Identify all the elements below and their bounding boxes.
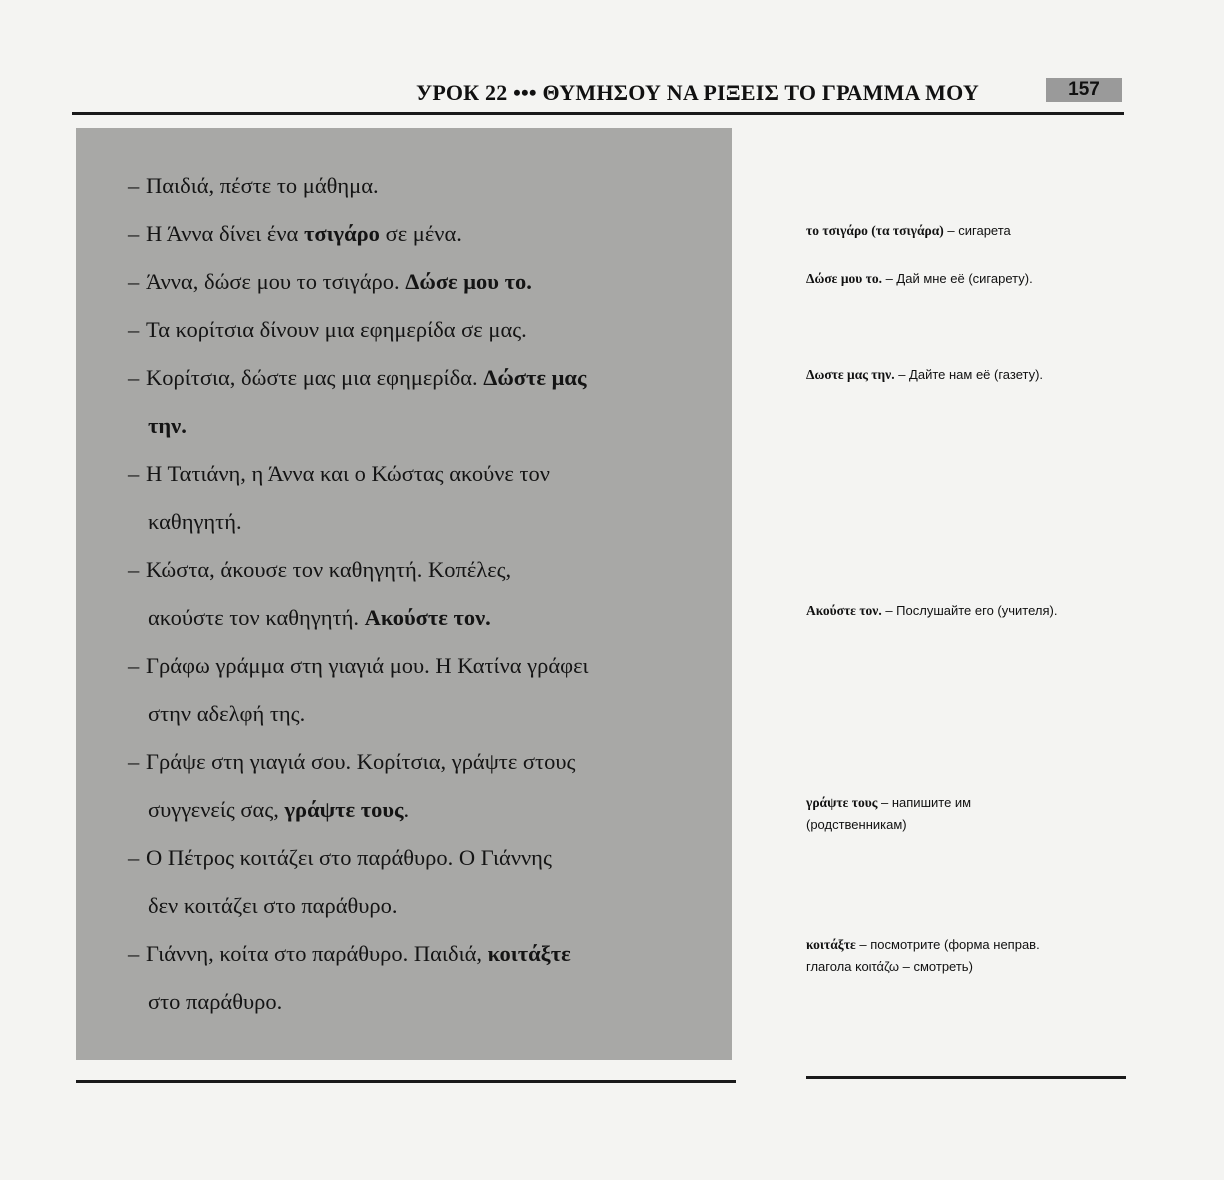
bold-phrase: Δώστε μας xyxy=(483,365,587,390)
footer-rule-right xyxy=(806,1076,1126,1079)
text-segment: δεν κοιτάζει στο παράθυρο. xyxy=(148,893,398,918)
dialogue-dash: – xyxy=(128,749,140,774)
text-segment: καθηγητή. xyxy=(148,509,242,534)
dialogue-dash: – xyxy=(128,173,140,198)
bold-phrase: τσιγάρο xyxy=(303,221,380,246)
dialogue-text xyxy=(146,268,532,296)
dialogue-text xyxy=(148,892,398,920)
gloss-entry xyxy=(806,364,1126,386)
text-segment: ακούστε τον καθηγητή. xyxy=(148,605,365,630)
text-segment: . xyxy=(403,797,410,822)
dialogue-text xyxy=(146,844,552,872)
gloss-translation: – напишите им xyxy=(877,795,972,810)
gloss-greek: Ακούστε τον. xyxy=(806,603,882,618)
dialogue-text xyxy=(146,940,571,968)
text-segment: Κορίτσια, δώστε μας μια εφημερίδα. xyxy=(146,365,484,390)
page-number: 157 xyxy=(1046,78,1122,102)
bold-phrase: Ακούστε τον. xyxy=(364,605,491,630)
gloss-entry xyxy=(806,792,1126,836)
bold-phrase: Δώσε μου το. xyxy=(405,269,532,294)
gloss-translation: – сигарета xyxy=(943,223,1011,238)
gloss-entry xyxy=(806,268,1126,290)
text-segment: Η Άννα δίνει ένα xyxy=(146,221,304,246)
bold-phrase: γράψτε τους xyxy=(284,797,404,822)
text-segment: Κώστα, άκουσε τον καθηγητή. Κοπέλες, xyxy=(146,557,512,582)
header-rule xyxy=(72,112,1124,115)
text-segment: συγγενείς σας, xyxy=(148,797,285,822)
dialogue-dash: – xyxy=(128,317,140,342)
gloss-entry xyxy=(806,600,1126,622)
text-segment: Η Τατιάνη, η Άννα και ο Κώστας ακούνε τον xyxy=(146,461,550,486)
gloss-greek: το τσιγάρο (τα τσιγάρα) xyxy=(806,223,944,238)
gloss-translation: – Послушайте его (учителя). xyxy=(881,603,1058,618)
text-segment: στην αδελφή της. xyxy=(148,701,306,726)
text-segment: Τα κορίτσια δίνουν μια εφημερίδα σε μας. xyxy=(146,317,527,342)
text-segment: Ο Πέτρος κοιτάζει στο παράθυρο. Ο Γιάννης xyxy=(146,845,552,870)
gloss-translation: – Дай мне её (сигарету). xyxy=(881,271,1033,286)
dialogue-dash: – xyxy=(128,269,140,294)
gloss-greek: κοιτάξτε xyxy=(806,937,856,952)
dialogue-text xyxy=(146,364,586,392)
dialogue-text xyxy=(146,316,527,344)
chapter-title: УРОК 22 ••• ΘΥΜΗΣΟΥ ΝΑ ΡΙΞΕΙΣ ΤΟ ΓΡΑΜΜΑ ΜΟΥ xyxy=(416,80,979,105)
dialogue-dash: – xyxy=(128,365,140,390)
gloss-translation: – Дайте нам её (газету). xyxy=(894,367,1044,382)
gloss-entry xyxy=(806,934,1126,978)
dialogue-text xyxy=(146,652,589,680)
gloss-translation-continuation: глагола κοιτάζω – смотреть) xyxy=(806,959,973,974)
dialogue-text xyxy=(148,988,282,1016)
text-segment: Γράψε στη γιαγιά σου. Κορίτσια, γράψτε στους xyxy=(146,749,576,774)
gloss-greek: Δώσε μου το. xyxy=(806,271,882,286)
footer-rule-left xyxy=(76,1080,736,1083)
dialogue-dash: – xyxy=(128,845,140,870)
page-header xyxy=(0,76,1224,108)
dialogue-dash: – xyxy=(128,557,140,582)
dialogue-text xyxy=(146,172,379,200)
dialogue-text xyxy=(146,556,511,584)
text-segment: Γράφω γράμμα στη γιαγιά μου. Η Κατίνα γράφει xyxy=(146,653,589,678)
gloss-greek: γράψτε τους xyxy=(806,795,878,810)
dialogue-text xyxy=(148,412,187,440)
text-segment: Άννα, δώσε μου το τσιγάρο. xyxy=(146,269,406,294)
dialogue-text xyxy=(148,796,409,824)
dialogue-text xyxy=(148,604,491,632)
text-segment: Γιάννη, κοίτα στο παράθυρο. Παιδιά, xyxy=(146,941,488,966)
gloss-translation-continuation: (родственникам) xyxy=(806,817,907,832)
dialogue-text xyxy=(146,748,575,776)
gloss-greek: Δωστε μας την. xyxy=(806,367,895,382)
bold-phrase: κοιτάξτε xyxy=(487,941,571,966)
text-segment: στο παράθυρο. xyxy=(148,989,283,1014)
dialogue-dash: – xyxy=(128,221,140,246)
bold-phrase: την. xyxy=(148,413,187,438)
text-segment: σε μένα. xyxy=(379,221,462,246)
gloss-entry xyxy=(806,220,1126,242)
dialogue-text xyxy=(146,460,550,488)
gloss-translation: – посмотрите (форма неправ. xyxy=(855,937,1040,952)
dialogue-dash: – xyxy=(128,653,140,678)
dialogue-text xyxy=(148,508,242,536)
dialogue-text xyxy=(146,220,462,248)
dialogue-dash: – xyxy=(128,461,140,486)
text-segment: Παιδιά, πέστε το μάθημα. xyxy=(146,173,379,198)
dialogue-dash: – xyxy=(128,941,140,966)
dialogue-text xyxy=(148,700,305,728)
